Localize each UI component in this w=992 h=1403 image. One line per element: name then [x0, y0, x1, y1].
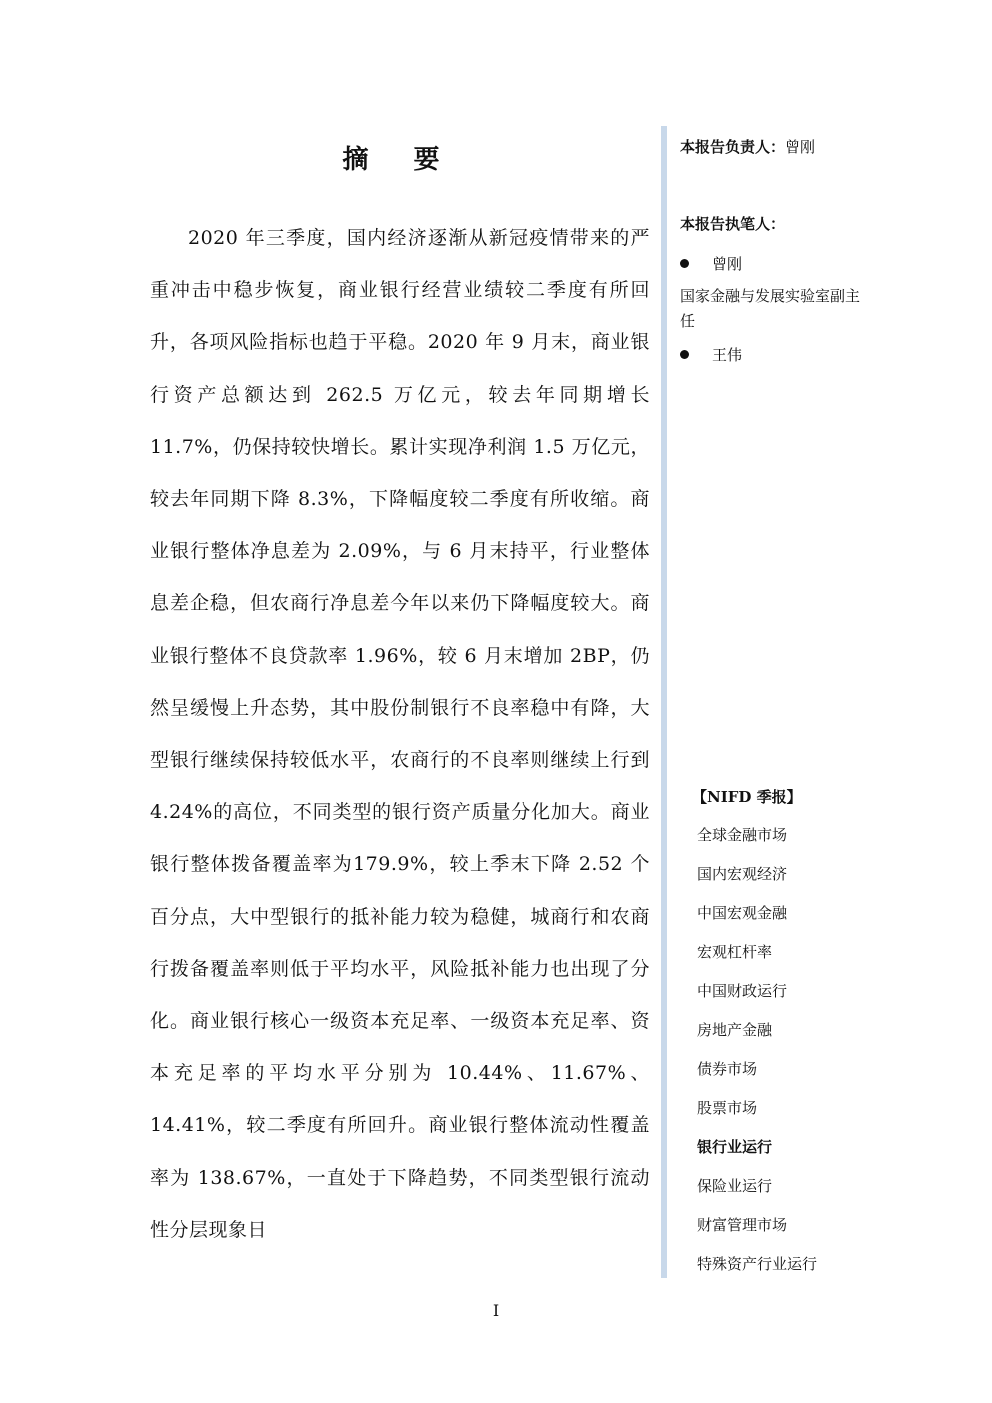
nifd-item[interactable]: 保险业运行 [697, 1177, 773, 1195]
nifd-item[interactable]: 宏观杠杆率 [697, 943, 773, 961]
nifd-item[interactable]: 股票市场 [697, 1099, 758, 1117]
writers-label: 本报告执笔人： [680, 215, 786, 233]
nifd-report-list [697, 822, 817, 1290]
sidebar-divider [661, 126, 667, 1278]
writer-title: 国家金融与发展实验室副主任 [680, 287, 861, 330]
responsible-person [680, 135, 880, 159]
page-number: I [492, 1301, 500, 1320]
writer-item [680, 252, 742, 276]
page-title: 摘 要 [342, 145, 458, 175]
writer-item [680, 343, 742, 367]
nifd-item[interactable]: 全球金融市场 [697, 826, 788, 844]
nifd-item[interactable]: 国内宏观经济 [697, 865, 788, 883]
bullet-icon [680, 259, 689, 268]
writer-name: 曾刚 [712, 255, 743, 273]
responsible-label: 本报告负责人： [680, 138, 786, 156]
writer-name: 王伟 [712, 346, 743, 364]
bullet-icon [680, 350, 689, 359]
nifd-item-active[interactable]: 银行业运行 [697, 1138, 773, 1156]
nifd-item[interactable]: 房地产金融 [697, 1021, 773, 1039]
nifd-item[interactable]: 中国财政运行 [697, 982, 788, 1000]
nifd-item[interactable]: 中国宏观金融 [697, 904, 788, 922]
nifd-item[interactable]: 特殊资产行业运行 [697, 1255, 818, 1273]
nifd-item[interactable]: 债券市场 [697, 1060, 758, 1078]
nifd-heading: 【NIFD 季报】 [692, 788, 802, 806]
abstract-paragraph: 2020 年三季度，国内经济逐渐从新冠疫情带来的严重冲击中稳步恢复，商业银行经营业绩较二季度有所回升，各项风险指标也趋于平稳。2020 年 9 月末，商业银行资产总额达到 262.5 万亿元，较去年同期增长 11.7%，仍保持较快增长。累计实现净利润 1.5 万亿元，较去年同期下降 8.3%，下降幅度较二季度有所收缩。商业银行整体净息差为 2.09%，与 6 月末持平，行业整体息差企稳，但农商行净息差今年以来仍下降幅度较大。商业银行整体不良贷款率 1.96%，较 6 月末增加 2BP，仍然呈缓慢上升态势，其中股份制银行不良率稳中有降，大型银行继续保持较低水平，农商行的不良率则继续上行到 4.24%的高位，不同类型的银行资产质量分化加大。商业银行整体拨备覆盖率为179.9%，较上季末下降 2.52 个百分点，大中型银行的抵补能力较为稳健，城商行和农商行拨备覆盖率则低于平均水平，风险抵补能力也出现了分化。商业银行核心一级资本充足率、一级资本充足率、资本充足率的平均水平分别为 10.44%、11.67%、14.41%，较二季度有所回升。商业银行整体流动性覆盖率为 138.67%，一直处于下降趋势，不同类型银行流动性分层现象日 [150, 227, 650, 1241]
nifd-item[interactable]: 财富管理市场 [697, 1216, 788, 1234]
responsible-name: 曾刚 [785, 138, 816, 156]
